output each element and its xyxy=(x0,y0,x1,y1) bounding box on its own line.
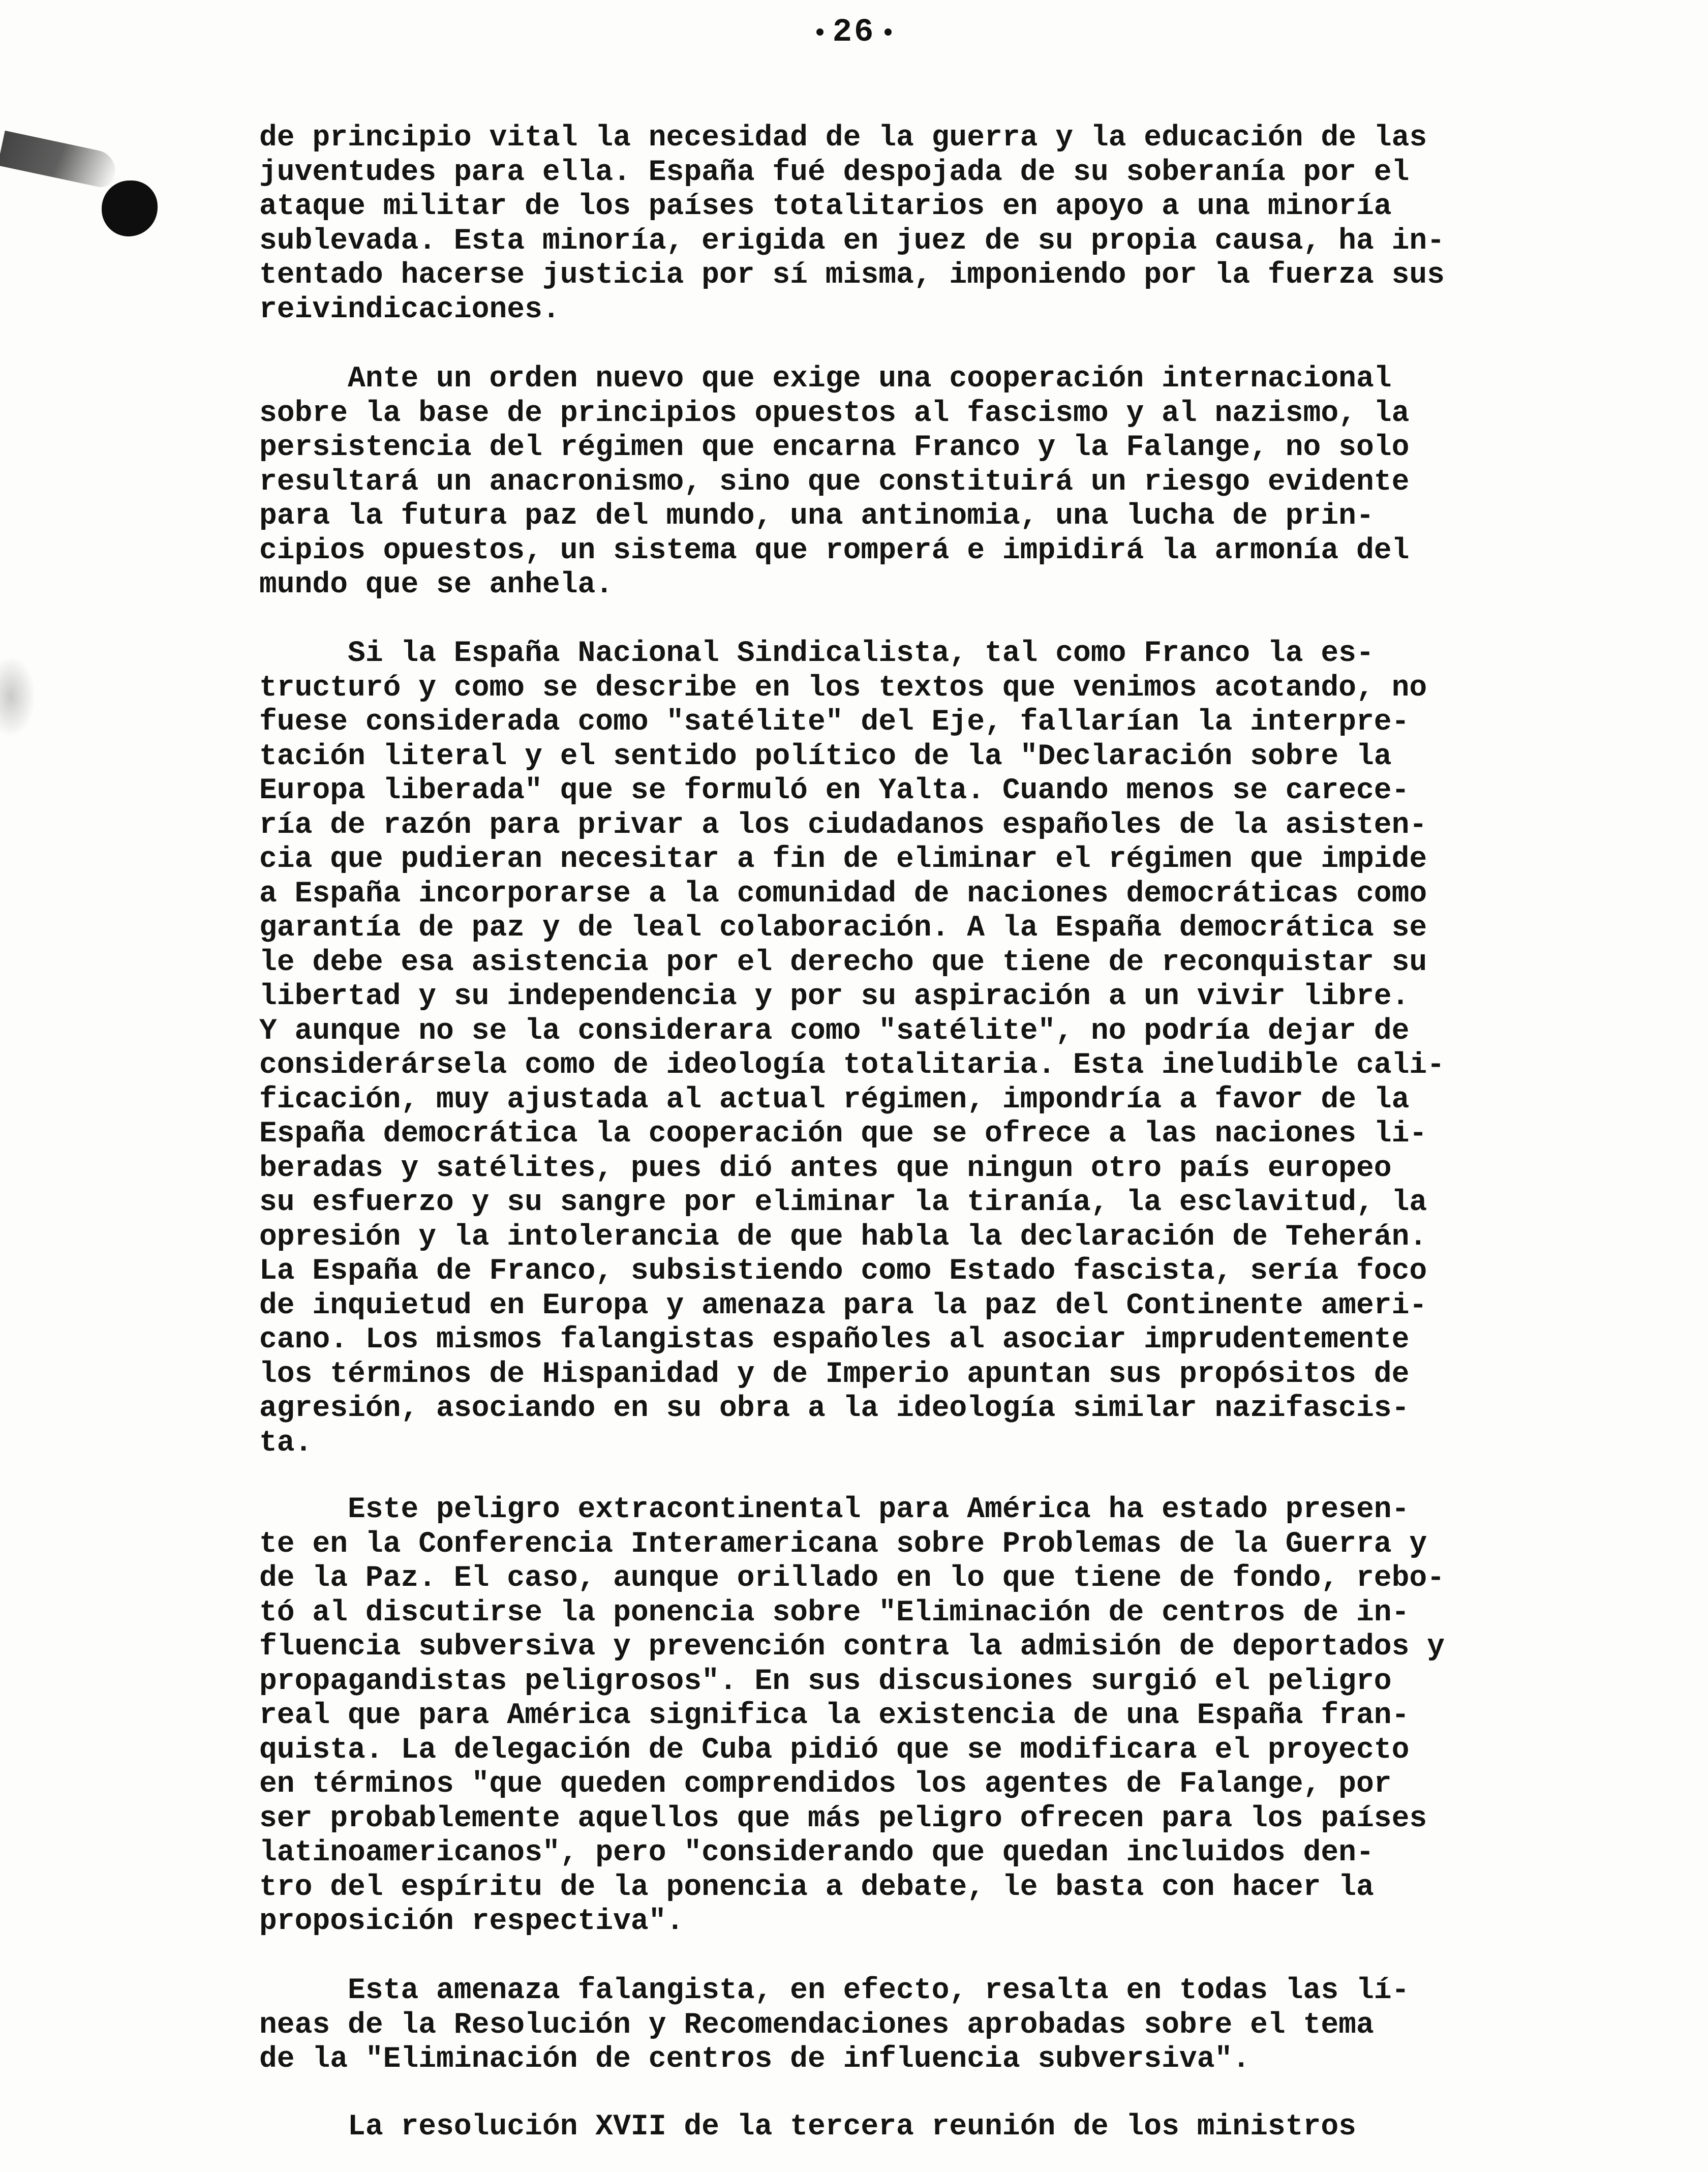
text-line: persistencia del régimen que encarna Franco y la Falange, no solo xyxy=(259,431,1410,464)
paragraph xyxy=(259,2110,1601,2145)
text-line: España democrática la cooperación que se ofrece a las naciones li- xyxy=(259,1118,1427,1151)
text-line: La resolución XVII de la tercera reunión de los ministros xyxy=(259,2110,1356,2144)
text-line: resultará un anacronismo, sino que constituirá un riesgo evidente xyxy=(259,465,1410,499)
text-line: los términos de Hispanidad y de Imperio apuntan sus propósitos de xyxy=(259,1358,1410,1391)
ink-blot-mark xyxy=(102,180,158,236)
text-line: beradas y satélites, pues dió antes que ningun otro país europeo xyxy=(259,1152,1392,1185)
text-line: le debe esa asistencia por el derecho que tiene de reconquistar su xyxy=(259,946,1427,979)
faint-stain-mark xyxy=(0,656,36,737)
text-line: opresión y la intolerancia de que habla la declaración de Teherán. xyxy=(259,1220,1427,1254)
text-line: juventudes para ella. España fué despojada de su soberanía por el xyxy=(259,156,1410,189)
paragraph xyxy=(259,362,1601,602)
text-line: Si la España Nacional Sindicalista, tal como Franco la es- xyxy=(259,637,1374,670)
text-line: cipios opuestos, un sistema que romperá e impidirá la armonía del xyxy=(259,534,1410,567)
text-line: fluencia subversiva y prevención contra la admisión de deportados y xyxy=(259,1631,1445,1664)
text-line: a España incorporarse a la comunidad de naciones democráticas como xyxy=(259,877,1427,911)
text-line: libertad y su independencia y por su aspiración a un vivir libre. xyxy=(259,980,1410,1013)
text-line: La España de Franco, subsistiendo como Estado fascista, sería foco xyxy=(259,1255,1427,1288)
paragraph xyxy=(259,1493,1601,1939)
text-line: en términos "que queden comprendidos los agentes de Falange, por xyxy=(259,1768,1392,1801)
text-line: de principio vital la necesidad de la guerra y la educación de las xyxy=(259,122,1427,155)
text-line: propagandistas peligrosos". En sus discusiones surgió el peligro xyxy=(259,1665,1392,1698)
text-line: ría de razón para privar a los ciudadanos españoles de la asisten- xyxy=(259,808,1427,842)
page-number xyxy=(0,14,1708,51)
text-line: Ante un orden nuevo que exige una cooperación internacional xyxy=(259,363,1392,396)
page-number-text: 26 xyxy=(832,14,876,51)
text-line: sobre la base de principios opuestos al fascismo y al nazismo, la xyxy=(259,397,1410,430)
text-line: ser probablemente aquellos que más peligro ofrecen para los países xyxy=(259,1802,1427,1835)
text-line: Este peligro extracontinental para América ha estado presen- xyxy=(259,1493,1410,1526)
text-line: latinoamericanos", pero "considerando que quedan incluidos den- xyxy=(259,1836,1374,1869)
text-line: Europa liberada" que se formuló en Yalta. Cuando menos se carece- xyxy=(259,774,1410,807)
text-line: te en la Conferencia Interamericana sobre Problemas de la Guerra y xyxy=(259,1527,1427,1561)
text-line: tructuró y como se describe en los textos que venimos acotando, no xyxy=(259,671,1427,705)
text-line: reivindicaciones. xyxy=(259,293,560,326)
paragraph xyxy=(259,121,1601,327)
text-line: cano. Los mismos falangistas españoles al asociar imprudentemente xyxy=(259,1323,1410,1356)
text-line: de inquietud en Europa y amenaza para la paz del Continente ameri- xyxy=(259,1289,1427,1322)
text-line: su esfuerzo y su sangre por eliminar la tiranía, la esclavitud, la xyxy=(259,1186,1427,1219)
text-line: proposición respectiva". xyxy=(259,1905,684,1938)
text-line: real que para América significa la existencia de una España fran- xyxy=(259,1699,1410,1732)
paragraph xyxy=(259,637,1601,1460)
ink-smudge-mark xyxy=(0,131,119,190)
text-line: quista. La delegación de Cuba pidió que se modificara el proyecto xyxy=(259,1733,1410,1767)
text-line: Y aunque no se la considerara como "satélite", no podría dejar de xyxy=(259,1014,1410,1048)
text-line: para la futura paz del mundo, una antinomia, una lucha de prin- xyxy=(259,500,1374,533)
text-line: ta. xyxy=(259,1426,313,1460)
text-line: mundo que se anhela. xyxy=(259,568,614,601)
text-line: tó al discutirse la ponencia sobre "Eliminación de centros de in- xyxy=(259,1596,1410,1630)
text-line: agresión, asociando en su obra a la ideología similar nazifascis- xyxy=(259,1392,1410,1425)
text-line: ataque militar de los países totalitarios en apoyo a una minoría xyxy=(259,190,1392,223)
text-line: tentado hacerse justicia por sí misma, imponiendo por la fuerza sus xyxy=(259,259,1445,292)
text-line: de la Paz. El caso, aunque orillado en lo que tiene de fondo, rebo- xyxy=(259,1562,1445,1595)
text-line: cia que pudieran necesitar a fin de eliminar el régimen que impide xyxy=(259,843,1427,876)
text-line: Esta amenaza falangista, en efecto, resalta en todas las lí- xyxy=(259,1974,1410,2007)
text-line: tro del espíritu de la ponencia a debate, le basta con hacer la xyxy=(259,1871,1374,1904)
text-line: garantía de paz y de leal colaboración. A la España democrática se xyxy=(259,912,1427,945)
text-line: de la "Eliminación de centros de influencia subversiva". xyxy=(259,2043,1250,2076)
text-line: tación literal y el sentido político de la "Declaración sobre la xyxy=(259,740,1392,773)
text-line: neas de la Resolución y Recomendaciones aprobadas sobre el tema xyxy=(259,2008,1374,2042)
page-number-dot-right xyxy=(884,28,892,36)
page-number-dot-left xyxy=(816,28,824,36)
text-line: ficación, muy ajustada al actual régimen, impondría a favor de la xyxy=(259,1083,1410,1117)
text-line: sublevada. Esta minoría, erigida en juez de su propia causa, ha in- xyxy=(259,224,1445,258)
text-line: considerársela como de ideología totalitaria. Esta ineludible cali- xyxy=(259,1049,1445,1082)
text-line: fuese considerada como "satélite" del Eje, fallarían la interpre- xyxy=(259,706,1410,739)
paragraph xyxy=(259,1974,1601,2077)
